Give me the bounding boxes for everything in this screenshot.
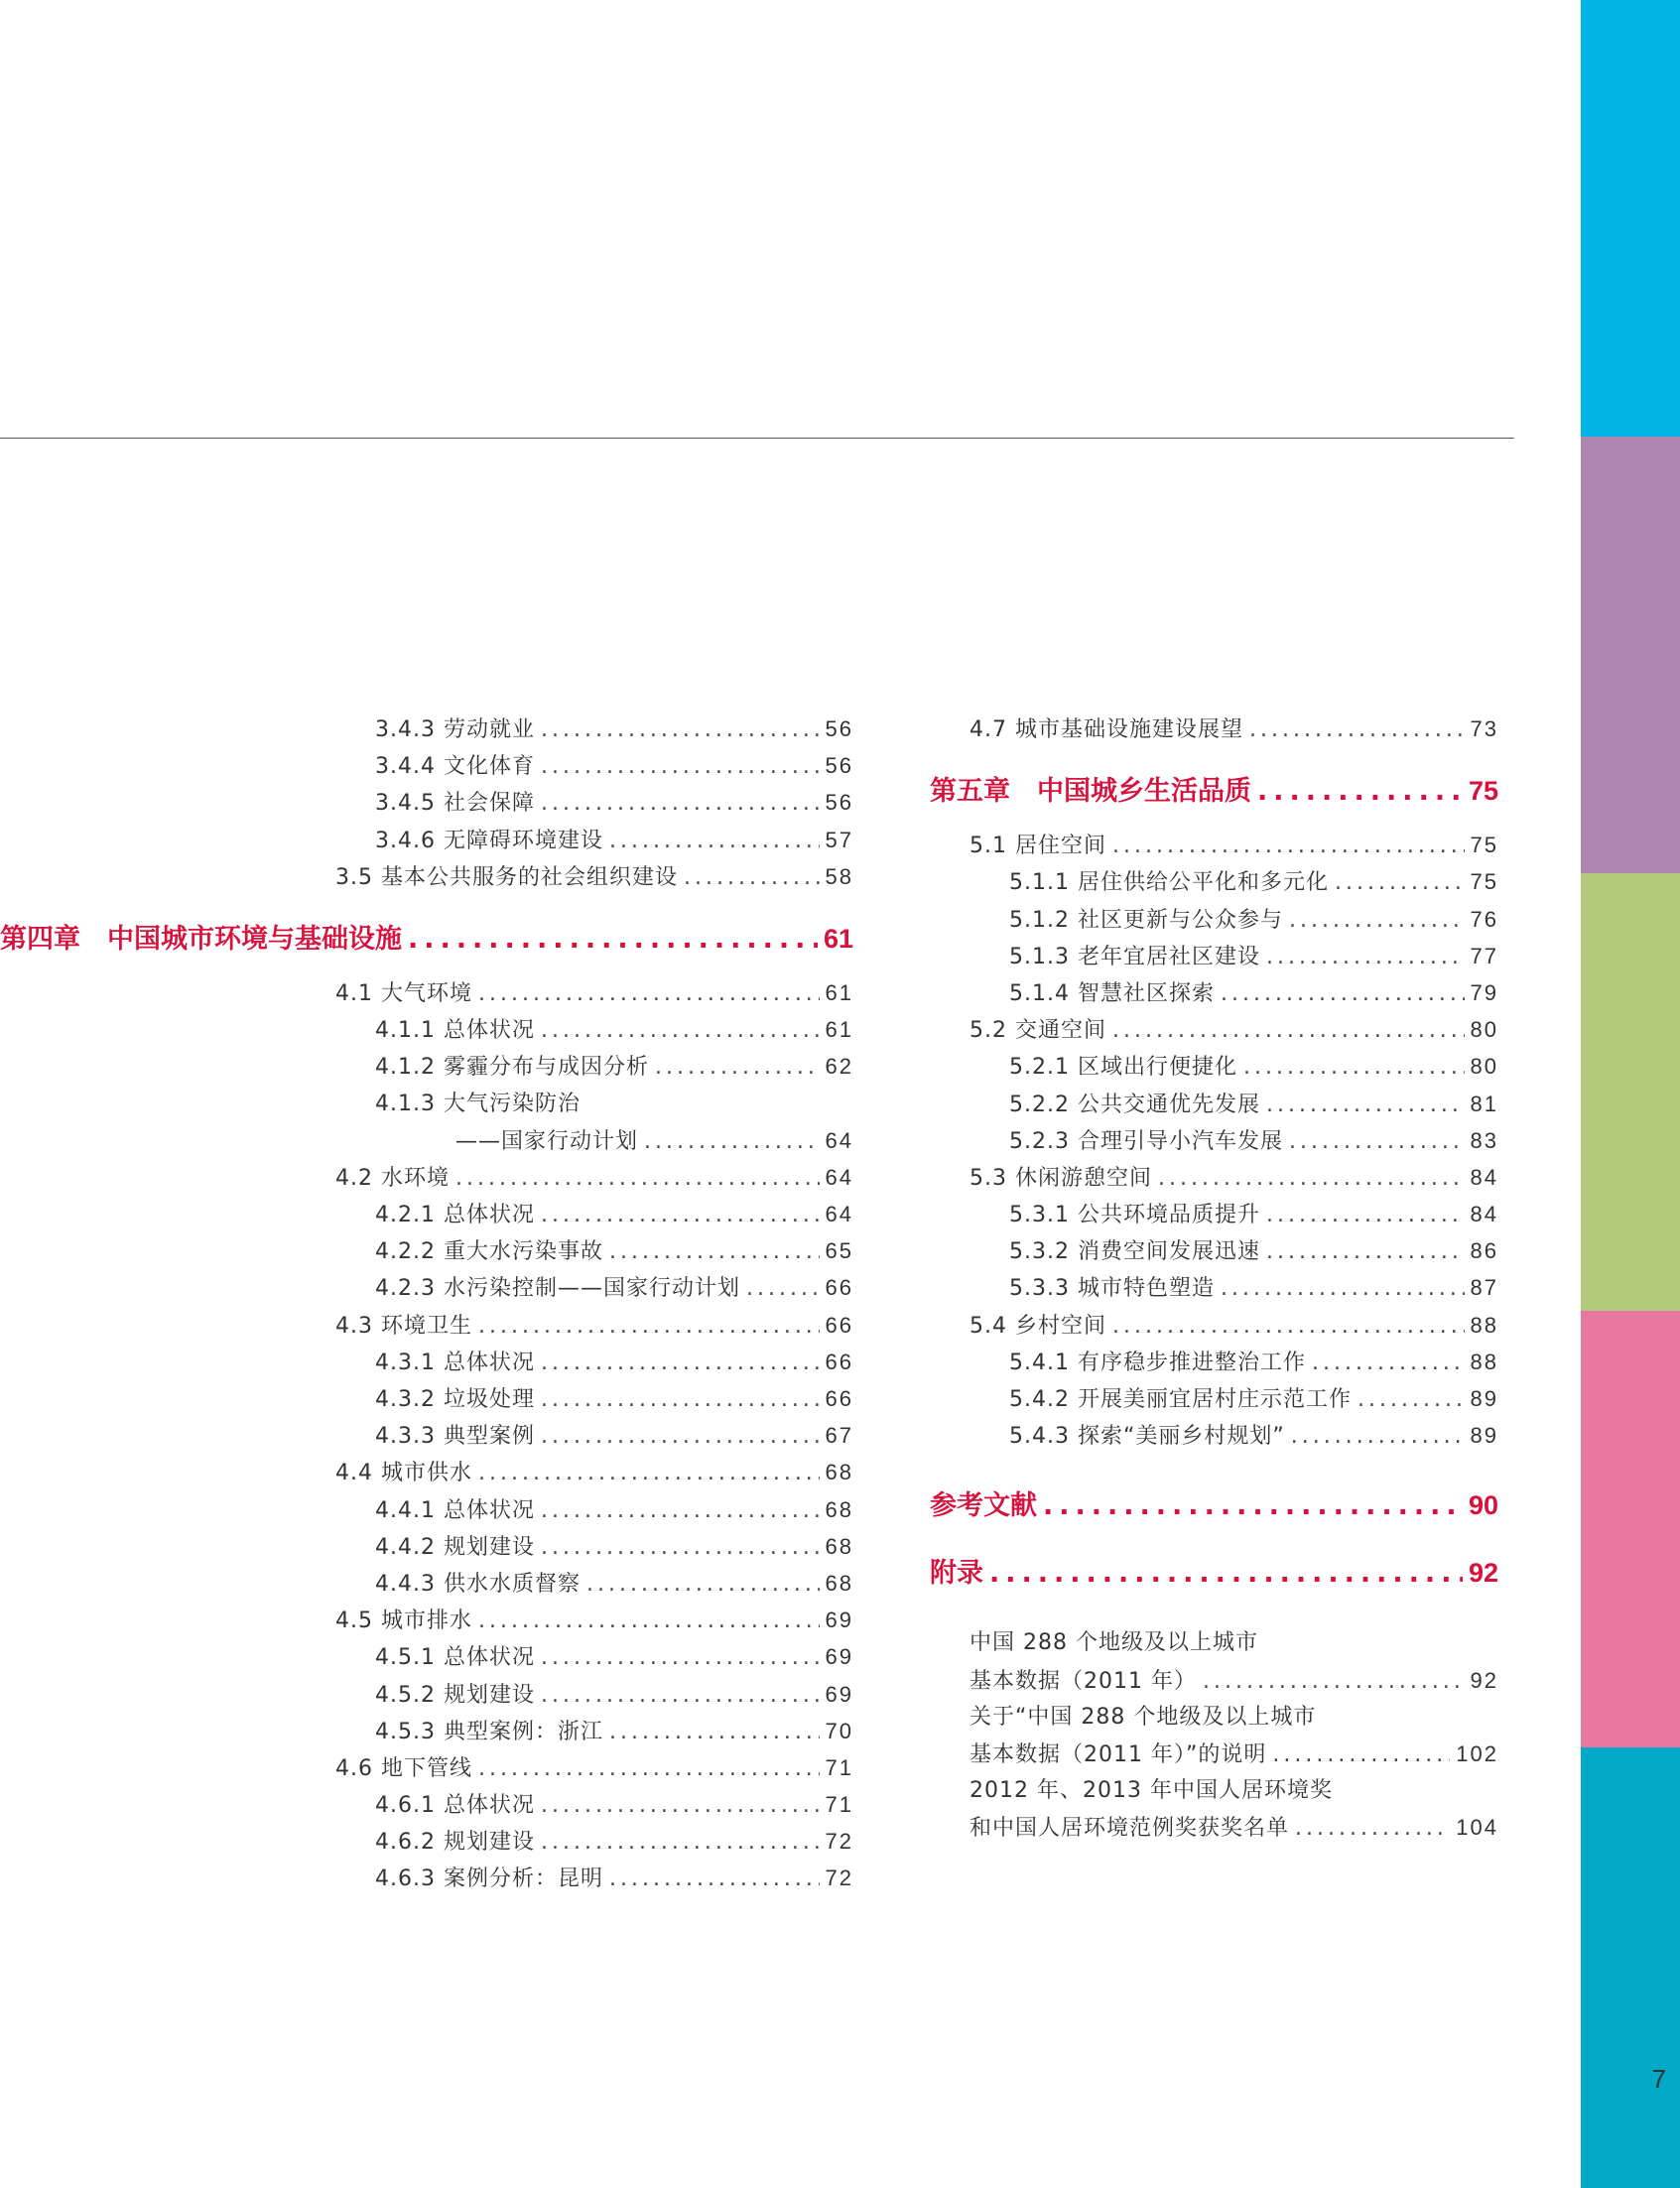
toc-entry[interactable]: 5.2 交通空间 ..... 80 — [930, 1011, 1498, 1048]
appendix-entry-line1[interactable]: 2012 年、2013 年中国人居环境奖 — [969, 1778, 1333, 1804]
toc-entry[interactable]: 5.3 休闲游憩空间 ..... 84 — [930, 1159, 1498, 1196]
sidebar-band-green — [1581, 873, 1680, 1311]
toc-entry[interactable]: 4.6.2 规划建设 ..... 72 — [298, 1823, 853, 1860]
toc-entry[interactable]: 4.6.1 总体状况 ..... 71 — [298, 1786, 853, 1823]
toc-entry[interactable]: 5.1.2 社区更新与公众参与 ..... 76 — [930, 901, 1498, 938]
toc-entry[interactable]: 4.3 环境卫生 ..... 66 — [298, 1307, 853, 1344]
toc-entry-continuation[interactable]: ——国家行动计划 ..... 64 — [298, 1122, 853, 1159]
toc-entry[interactable]: 5.4 乡村空间 ..... 88 — [930, 1307, 1498, 1344]
toc-entry[interactable]: 5.2.1 区域出行便捷化 ..... 80 — [930, 1048, 1498, 1085]
toc-entry[interactable]: 5.1.1 居住供给公平化和多元化 ..... 75 — [930, 863, 1498, 900]
toc-entry[interactable]: 4.1.1 总体状况 ..... 61 — [298, 1011, 853, 1048]
toc-right-column — [930, 710, 1498, 1847]
page-number: 7 — [1651, 2064, 1666, 2094]
toc-entry[interactable]: 5.4.2 开展美丽宜居村庄示范工作 ..... 89 — [930, 1380, 1498, 1417]
toc-entry[interactable]: 5.1.4 智慧社区探索 ..... 79 — [930, 974, 1498, 1011]
toc-entry[interactable]: 4.3.3 典型案例 ..... 67 — [298, 1417, 853, 1454]
sidebar-band-pink — [1581, 1311, 1680, 1747]
toc-entry[interactable]: 4.6 地下管线 ..... 71 — [298, 1749, 853, 1786]
toc-entry[interactable]: 4.4 城市供水 ..... 68 — [298, 1454, 853, 1490]
sidebar-band-blue — [1581, 0, 1680, 437]
toc-entry[interactable]: 3.5 基本公共服务的社会组织建设 ..... 58 — [298, 858, 853, 895]
toc-entry[interactable]: 4.3.2 垃圾处理 ..... 66 — [298, 1380, 853, 1417]
appendix-entry-line2[interactable]: 和中国人居环境范例奖获奖名单 ..... 104 — [930, 1809, 1498, 1846]
toc-entry[interactable]: 5.1.3 老年宜居社区建设 ..... 77 — [930, 938, 1498, 974]
toc-entry[interactable]: 4.2.2 重大水污染事故 ..... 65 — [298, 1232, 853, 1269]
toc-entry[interactable]: 3.4.3 劳动就业 ..... 56 — [298, 710, 853, 747]
toc-entry[interactable]: 5.3.1 公共环境品质提升 ..... 84 — [930, 1196, 1498, 1232]
toc-entry[interactable]: 4.7 城市基础设施建设展望 ..... 73 — [930, 710, 1498, 747]
toc-entry[interactable]: 4.4.3 供水水质督察 ..... 68 — [298, 1565, 853, 1602]
toc-entry[interactable]: 4.5 城市排水 ..... 69 — [298, 1602, 853, 1638]
toc-entry[interactable]: 5.1 居住空间 ..... 75 — [930, 827, 1498, 863]
references-heading[interactable]: 参考文献 ..... 90 — [930, 1481, 1498, 1529]
toc-entry[interactable]: 4.4.2 规划建设 ..... 68 — [298, 1528, 853, 1565]
toc-entry[interactable]: 5.2.2 公共交通优先发展 ..... 81 — [930, 1086, 1498, 1122]
toc-entry[interactable]: 4.2.1 总体状况 ..... 64 — [298, 1196, 853, 1232]
header-divider — [0, 438, 1514, 439]
toc-entry[interactable]: 5.4.1 有序稳步推进整治工作 ..... 88 — [930, 1344, 1498, 1380]
toc-entry[interactable]: 5.3.2 消费空间发展迅速 ..... 86 — [930, 1232, 1498, 1269]
chapter-4-heading[interactable]: 第四章 中国城市环境与基础设施 ..... 61 — [0, 915, 853, 963]
chapter-5-heading[interactable]: 第五章 中国城乡生活品质 ..... 75 — [930, 767, 1498, 815]
toc-entry[interactable]: 4.4.1 总体状况 ..... 68 — [298, 1491, 853, 1528]
appendix-entry-line2[interactable]: 基本数据（2011 年）”的说明 ..... 102 — [930, 1736, 1498, 1772]
toc-entry[interactable]: 4.1 大气环境 ..... 61 — [298, 974, 853, 1011]
toc-entry[interactable]: 4.2.3 水污染控制——国家行动计划 ..... 66 — [298, 1269, 853, 1306]
toc-entry[interactable]: 3.4.4 文化体育 ..... 56 — [298, 747, 853, 784]
toc-entry[interactable]: 4.2 水环境 ..... 64 — [298, 1159, 853, 1196]
toc-entry[interactable]: 4.1.2 雾霾分布与成因分析 ..... 62 — [298, 1048, 853, 1085]
toc-entry[interactable]: 4.5.2 规划建设 ..... 69 — [298, 1676, 853, 1713]
toc-entry[interactable]: 4.1.3 大气污染防治 — [375, 1091, 581, 1116]
toc-entry[interactable]: 4.3.1 总体状况 ..... 66 — [298, 1344, 853, 1380]
toc-entry[interactable]: 4.5.3 典型案例：浙江 ..... 70 — [298, 1713, 853, 1749]
toc-entry[interactable]: 4.5.1 总体状况 ..... 69 — [298, 1638, 853, 1675]
toc-left-column — [0, 710, 853, 1897]
appendix-entry-line1[interactable]: 关于“中国 288 个地级及以上城市 — [969, 1704, 1317, 1730]
toc-entry[interactable]: 4.6.3 案例分析：昆明 ..... 72 — [298, 1860, 853, 1896]
appendix-entry-line1[interactable]: 中国 288 个地级及以上城市 — [969, 1630, 1258, 1656]
toc-entry[interactable]: 3.4.6 无障碍环境建设 ..... 57 — [298, 822, 853, 858]
appendix-heading[interactable]: 附录 ..... 92 — [930, 1549, 1498, 1597]
toc-entry[interactable]: 5.3.3 城市特色塑造 ..... 87 — [930, 1269, 1498, 1306]
sidebar-band-purple — [1581, 437, 1680, 873]
appendix-entry-line2[interactable]: 基本数据（2011 年） ..... 92 — [930, 1662, 1498, 1699]
color-tab-sidebar — [1581, 0, 1680, 2188]
sidebar-band-teal — [1581, 1747, 1680, 2188]
toc-entry[interactable]: 5.4.3 探索“美丽乡村规划” ..... 89 — [930, 1417, 1498, 1454]
toc-entry[interactable]: 3.4.5 社会保障 ..... 56 — [298, 784, 853, 821]
toc-entry[interactable]: 5.2.3 合理引导小汽车发展 ..... 83 — [930, 1122, 1498, 1159]
